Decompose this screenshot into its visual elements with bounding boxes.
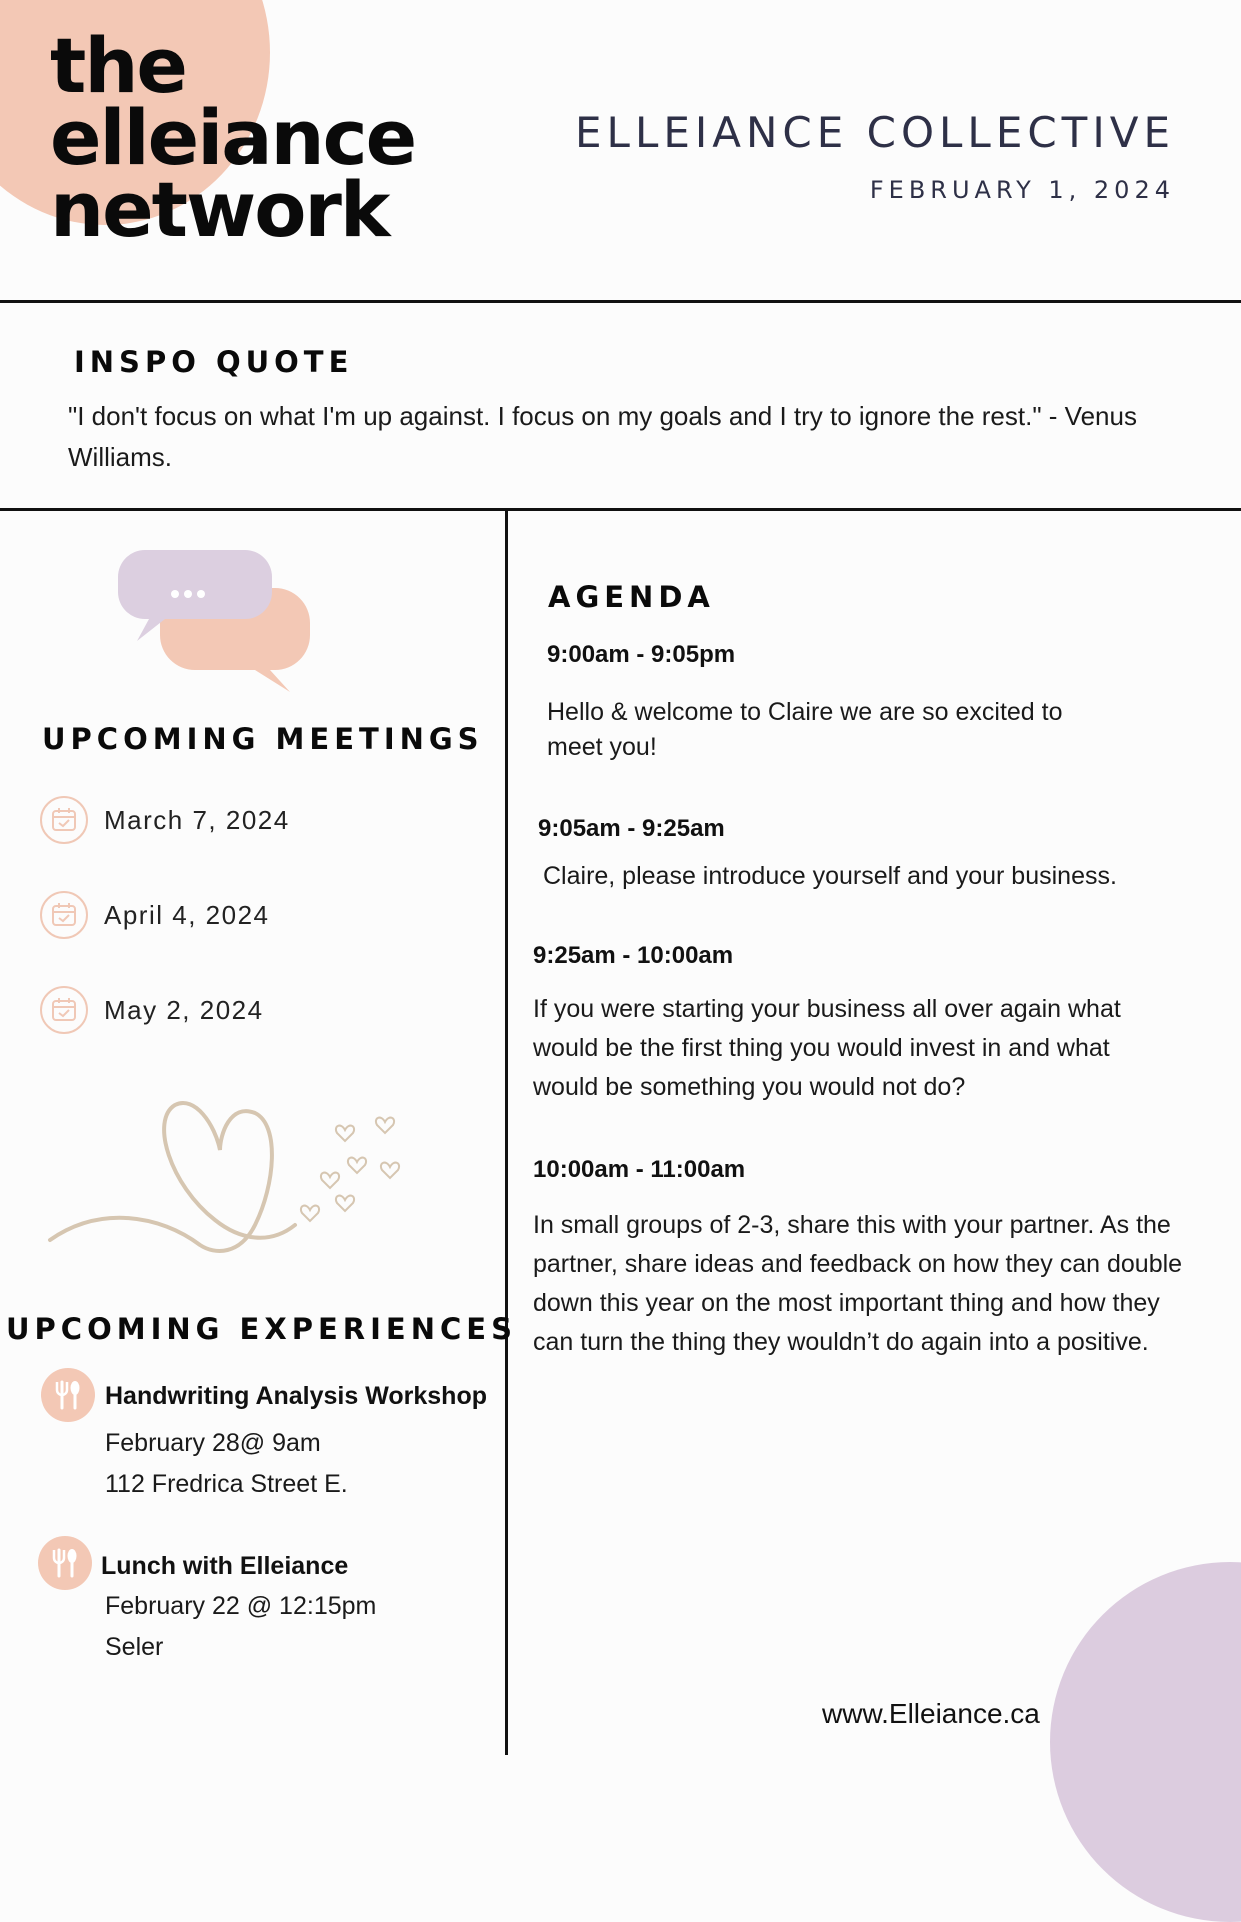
heart-doodle-icon [40, 1095, 420, 1265]
header-divider [0, 300, 1241, 303]
meeting-item [40, 794, 290, 846]
agenda-description: Hello & welcome to Claire we are so excited to meet you! [547, 698, 1063, 761]
decorative-lilac-circle [1050, 1562, 1241, 1922]
meeting-item [40, 889, 269, 941]
logo-line: the [50, 21, 186, 110]
agenda-heading: AGENDA [548, 580, 715, 614]
document-date: FEBRUARY 1, 2024 [869, 176, 1175, 204]
logo-wordmark [50, 21, 416, 254]
agenda-time: 10:00am - 11:00am [533, 1156, 746, 1183]
experience-datetime: February 28@ 9am [105, 1429, 321, 1457]
agenda-description: Claire, please introduce yourself and your business. [543, 862, 1117, 890]
quote-heading: INSPO QUOTE [74, 345, 354, 379]
calendar-check-icon [40, 796, 88, 844]
organization-title: ELLEIANCE COLLECTIVE [575, 108, 1175, 157]
logo-line: network [50, 165, 389, 254]
experience-location: 112 Fredrica Street E. [105, 1470, 348, 1498]
meeting-date: March 7, 2024 [104, 804, 290, 835]
experience-location: Seler [105, 1633, 164, 1661]
agenda-description: If you were starting your business all over again what would be the first thing you would invest in and what would be something you would not do? [533, 995, 1121, 1101]
meetings-heading: UPCOMING MEETINGS [42, 722, 484, 756]
quote-divider [0, 508, 1241, 511]
experiences-heading: UPCOMING EXPERIENCES [6, 1312, 517, 1346]
agenda-time: 9:25am - 10:00am [533, 942, 734, 969]
quote-text: "I don't focus on what I'm up against. I focus on my goals and I try to ignore the rest." - Venus Williams. [68, 401, 1137, 472]
utensils-icon [38, 1536, 92, 1590]
experience-datetime: February 22 @ 12:15pm [105, 1592, 377, 1620]
experience-title: Handwriting Analysis Workshop [105, 1382, 487, 1410]
utensils-icon [41, 1368, 95, 1422]
column-divider [505, 508, 508, 1755]
meeting-date: May 2, 2024 [104, 994, 264, 1025]
agenda-time: 9:00am - 9:05pm [547, 641, 736, 668]
speech-bubbles-icon [115, 548, 335, 698]
website-link[interactable]: www.Elleiance.ca [822, 1698, 1040, 1729]
meeting-date: April 4, 2024 [104, 899, 270, 930]
agenda-time: 9:05am - 9:25am [538, 815, 725, 842]
experience-title: Lunch with Elleiance [101, 1552, 349, 1580]
calendar-check-icon [40, 891, 88, 939]
logo-line: elleiance [50, 93, 416, 182]
meeting-item [40, 984, 264, 1036]
agenda-description: In small groups of 2-3, share this with your partner. As the partner, share ideas and feedback on how they can double down this year on the most important thing and how they can turn the thing they wouldn’t do again into a positive. [533, 1211, 1183, 1356]
calendar-check-icon [40, 986, 88, 1034]
